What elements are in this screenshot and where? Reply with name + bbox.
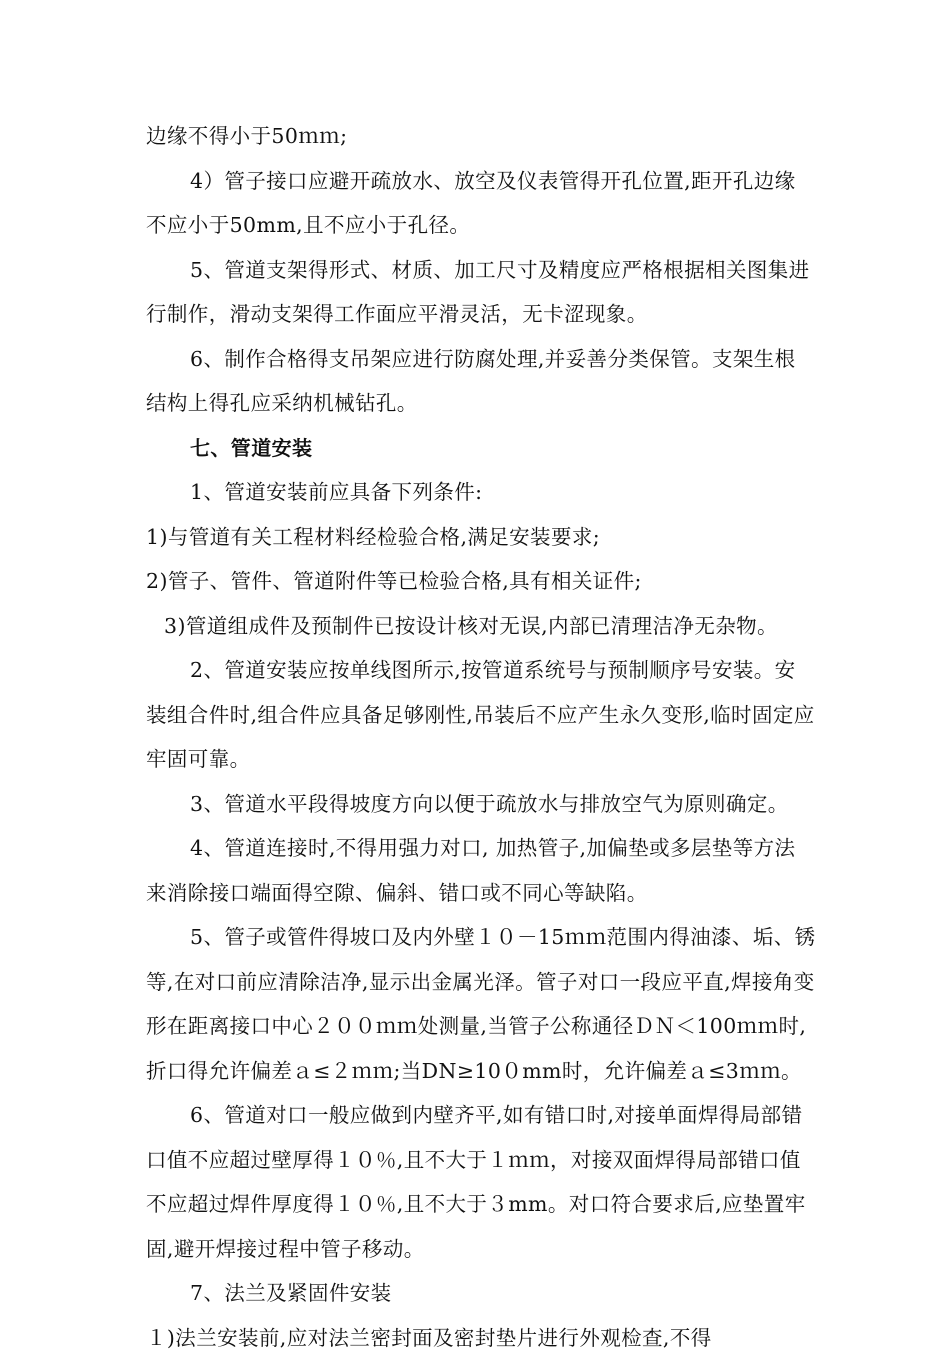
paragraph-install-item-2: 2、管道安装应按单线图所示,按管道系统号与预制顺序号安装。安装组合件时,组合件应具备足够刚性,吊装后不应产生永久变形,临时固定应牢固可靠。 [146,648,816,782]
paragraph-install-item-4: 4、管道连接时,不得用强力对口, 加热管子,加偏垫或多层垫等方法来消除接口端面得空隙、偏斜、错口或不同心等缺陷。 [146,826,816,915]
paragraph-item-5-supports: 5、管道支架得形式、材质、加工尺寸及精度应严格根据相关图集进行制作，滑动支架得工作面应平滑灵活，无卡涩现象。 [146,248,816,337]
paragraph-install-item-6: 6、管道对口一般应做到内壁齐平,如有错口时,对接单面焊得局部错口值不应超过壁厚得１０％,且不大于１ｍｍ，对接双面焊得局部错口值不应超过焊件厚度得１０％,且不大于３mm。对口符合要求后,应垫置牢固,避开焊接过程中管子移动。 [146,1093,816,1271]
paragraph-edge-distance: 边缘不得小于50ｍｍ; [146,114,816,159]
paragraph-install-item-5: 5、管子或管件得坡口及内外壁１０－15ｍｍ范围内得油漆、垢、锈等,在对口前应清除洁净,显示出金属光泽。管子对口一段应平直,焊接角变形在距离接口中心２００ｍｍ处测量,当管子公称通径ＤＮ＜100ｍｍ时,折口得允许偏差ａ≤２ｍｍ;当DN≥10０mm时，允许偏差ａ≤3ｍｍ。 [146,915,816,1093]
paragraph-install-conditions: 1、管道安装前应具备下列条件: [146,470,816,515]
paragraph-flange-item-1: １)法兰安装前,应对法兰密封面及密封垫片进行外观检查,不得 [146,1316,816,1360]
document-body [146,114,816,1360]
paragraph-item-4-interface: 4）管子接口应避开疏放水、放空及仪表管得开孔位置,距开孔边缘不应小于50mm,且不应小于孔径。 [146,159,816,248]
paragraph-condition-1: 1)与管道有关工程材料经检验合格,满足安装要求; [146,515,816,560]
paragraph-item-6-anticorrosion: 6、制作合格得支吊架应进行防腐处理,并妥善分类保管。支架生根结构上得孔应采纳机械钻孔。 [146,337,816,426]
paragraph-install-item-7: 7、法兰及紧固件安装 [146,1271,816,1316]
paragraph-install-item-3: 3、管道水平段得坡度方向以便于疏放水与排放空气为原则确定。 [146,782,816,827]
paragraph-condition-3: 3)管道组成件及预制件已按设计核对无误,内部已清理洁净无杂物。 [146,604,816,649]
paragraph-condition-2: 2)管子、管件、管道附件等已检验合格,具有相关证件; [146,559,816,604]
section-heading-pipe-installation: 七、管道安装 [146,426,816,471]
